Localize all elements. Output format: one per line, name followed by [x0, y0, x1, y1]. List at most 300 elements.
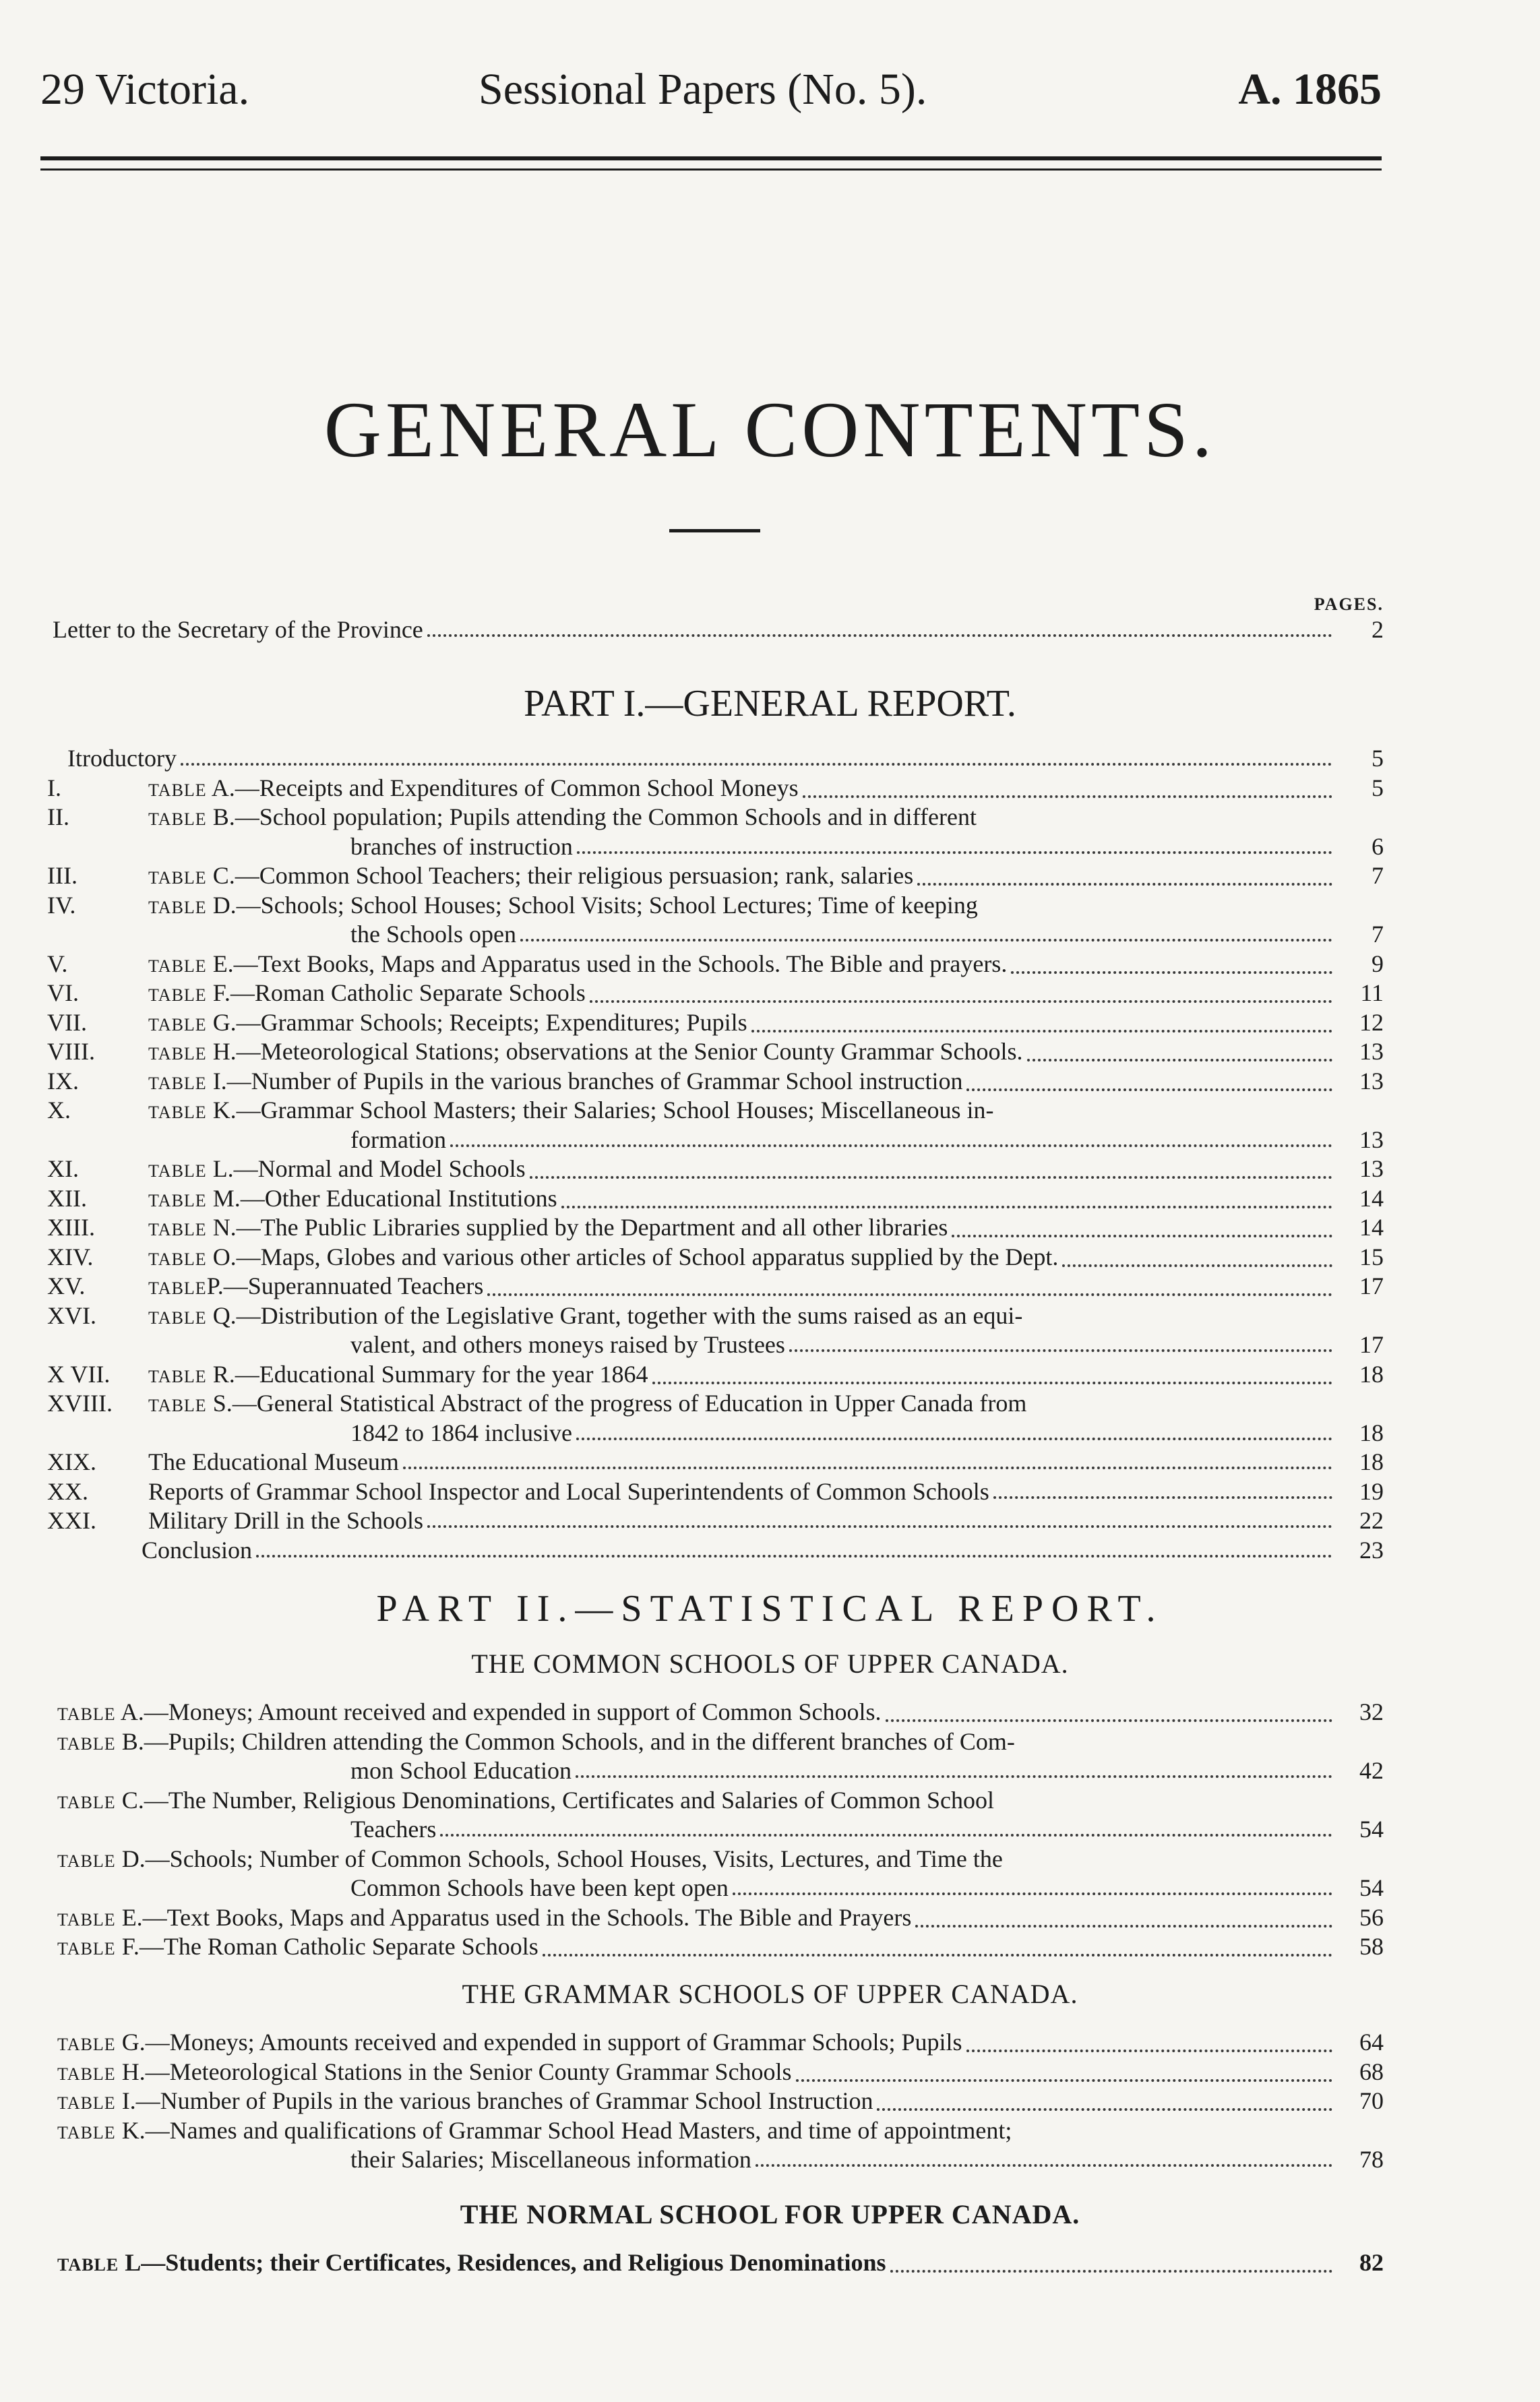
entry-text-wrap [148, 862, 1336, 892]
entry-text-wrap [350, 1331, 1336, 1358]
page-number: 13 [1359, 1155, 1384, 1182]
table-prefix: TABLE [148, 1103, 207, 1122]
page-number: 32 [1359, 1698, 1384, 1725]
entry-title: Military Drill in the Schools [148, 1507, 423, 1534]
toc-entry-part1 [0, 1507, 1540, 1534]
entry-text-wrap [350, 1126, 1336, 1153]
toc-entry-part1 [0, 1302, 1540, 1329]
table-prefix: TABLE [148, 898, 207, 917]
entry-numeral: XIV. [47, 1243, 94, 1270]
toc-entry-part2 [0, 2117, 1540, 2144]
entry-text-wrap [57, 1698, 1336, 1728]
dot-leader [440, 1834, 1332, 1837]
entry-text [148, 1390, 1026, 1419]
entry-text [148, 979, 586, 1009]
table-prefix: TABLE [148, 780, 207, 800]
entry-title: D.—Schools; Number of Common Schools, School Houses, Visits, Lectures, and Time the [115, 1845, 1003, 1872]
toc-entry-part2 [0, 1845, 1540, 1872]
entry-title: D.—Schools; School Houses; School Visits; School Lectures; Time of keeping [206, 892, 978, 919]
page-number: 13 [1359, 1068, 1384, 1095]
entry-title: 1842 to 1864 inclusive [350, 1419, 572, 1446]
entry-text [350, 833, 573, 860]
table-prefix: TABLE [148, 1074, 207, 1093]
table-prefix: TABLE [57, 1793, 116, 1812]
entry-title: B.—School population; Pupils attending the Common Schools and in different [206, 803, 977, 830]
entry-text [148, 1009, 747, 1039]
entry-title: G.—Moneys; Amounts received and expended in support of Grammar Schools; Pupils [115, 2029, 962, 2056]
entry-title: N.—The Public Libraries supplied by the Department and all other libraries [206, 1214, 948, 1241]
dot-leader [403, 1467, 1332, 1469]
entry-text [148, 1155, 526, 1185]
entry-title: H.—Meteorological Stations in the Senior County Grammar Schools [115, 2058, 792, 2085]
page-number: 56 [1359, 1904, 1384, 1931]
entry-numeral: X VII. [47, 1361, 111, 1388]
entry-title: formation [350, 1126, 446, 1153]
entry-title: mon School Education [350, 1757, 572, 1784]
dot-leader [751, 1030, 1332, 1033]
entry-numeral: X. [47, 1097, 71, 1123]
toc-entry-part2 [0, 1787, 1540, 1814]
entry-title: F.—Roman Catholic Separate Schools [206, 979, 586, 1006]
page-number: 18 [1359, 1361, 1384, 1388]
dot-leader [1062, 1264, 1332, 1267]
entry-text [57, 2029, 962, 2058]
header-session: 29 Victoria. [40, 65, 250, 114]
page-number: 5 [1372, 745, 1384, 772]
entry-text [57, 1787, 994, 1816]
dot-leader [993, 1496, 1332, 1499]
entry-text [142, 1537, 252, 1564]
entry-text [148, 774, 799, 804]
toc-entry-part1 [0, 1448, 1540, 1475]
entry-text [350, 1419, 572, 1446]
page-number: 6 [1372, 833, 1384, 860]
entry-title: the Schools open [350, 921, 516, 948]
toc-entry-part1 [0, 892, 1540, 919]
entry-text [350, 921, 516, 948]
subsection-heading: THE GRAMMAR SCHOOLS OF UPPER CANADA. [462, 1979, 1078, 2009]
entry-text-wrap [148, 1302, 1336, 1332]
entry-numeral: VII. [47, 1009, 87, 1036]
table-prefix: TABLE [148, 1161, 207, 1181]
page-number: 14 [1359, 1185, 1384, 1212]
entry-text-wrap [57, 2058, 1336, 2088]
entry-text [148, 1068, 962, 1097]
dot-leader [520, 939, 1332, 942]
entry-text-wrap [57, 1728, 1336, 1758]
entry-title: Teachers [350, 1816, 437, 1843]
header-rule-thin [40, 168, 1382, 171]
page-number: 19 [1359, 1478, 1384, 1505]
entry-text [350, 1874, 729, 1901]
table-prefix: TABLE [57, 2064, 116, 2084]
entry-title: C.—The Number, Religious Denominations, Certificates and Salaries of Common School [115, 1787, 995, 1814]
toc-entry-part1 [0, 803, 1540, 830]
toc-entry-part1 [0, 979, 1540, 1006]
table-prefix: TABLE [57, 1939, 116, 1959]
toc-entry-part1 [0, 862, 1540, 889]
toc-entry-part2 [0, 1874, 1540, 1901]
dot-leader [917, 883, 1332, 886]
page-number: 7 [1372, 921, 1384, 948]
entry-text [57, 1933, 538, 1963]
subsection-heading: THE COMMON SCHOOLS OF UPPER CANADA. [471, 1649, 1069, 1679]
entry-numeral: I. [47, 774, 61, 801]
running-head [40, 64, 1382, 125]
entry-title: branches of instruction [350, 833, 573, 860]
entry-title: C.—Common School Teachers; their religious persuasion; rank, salaries [206, 862, 914, 889]
entry-text-wrap [57, 2117, 1336, 2147]
entry-title: O.—Maps, Globes and various other articles of School apparatus supplied by the Dept. [206, 1243, 1059, 1270]
toc-entry-part1 [0, 1038, 1540, 1065]
dot-leader [756, 2164, 1332, 2167]
toc-entry-part1 [0, 1390, 1540, 1417]
page-number: 5 [1372, 774, 1384, 801]
toc-entry-part1 [0, 1214, 1540, 1241]
toc-entry-part1 [0, 1126, 1540, 1153]
entry-text [148, 1507, 423, 1534]
entry-text-wrap [148, 892, 1336, 921]
entry-text [57, 2087, 873, 2117]
entry-text-wrap [57, 1904, 1336, 1934]
toc-entry-part1 [0, 1068, 1540, 1095]
entry-numeral: XVIII. [47, 1390, 113, 1417]
table-prefix: TABLE [57, 1734, 116, 1754]
entry-text-wrap [148, 1361, 1336, 1390]
entry-numeral: XIX. [47, 1448, 96, 1475]
entry-text-wrap [57, 1845, 1336, 1875]
toc-entry-part1 [0, 950, 1540, 977]
entry-title: L—Students; their Certificates, Residences, and Religious Denominations [119, 2249, 886, 2276]
dot-leader [652, 1382, 1332, 1384]
toc-entry-part1 [0, 1478, 1540, 1505]
page-number: 12 [1359, 1009, 1384, 1036]
page-number: 54 [1359, 1816, 1384, 1843]
entry-text [57, 1904, 911, 1934]
dot-leader [796, 2079, 1332, 2082]
entry-text-wrap [148, 1214, 1336, 1243]
entry-text-wrap [57, 1787, 1336, 1816]
table-prefix: TABLE [148, 1367, 207, 1386]
dot-leader [530, 1176, 1332, 1179]
entry-title: M.—Other Educational Institutions [206, 1185, 557, 1212]
entry-text-wrap [350, 1757, 1336, 1784]
entry-numeral: III. [47, 862, 78, 889]
table-prefix: TABLE [148, 956, 207, 976]
entry-text-wrap [148, 803, 1336, 833]
dot-leader [561, 1206, 1332, 1208]
table-prefix: TABLE [148, 1250, 207, 1269]
toc-entry-part1 [0, 774, 1540, 801]
dot-leader [789, 1349, 1332, 1352]
page-number: 68 [1359, 2058, 1384, 2085]
part-2-heading: PART II.—STATISTICAL REPORT. [376, 1588, 1164, 1630]
entry-numeral: V. [47, 950, 68, 977]
table-prefix: TABLE [148, 1044, 207, 1064]
entry-title: A.—Moneys; Amount received and expended in support of Common Schools. [115, 1698, 882, 1725]
entry-title: valent, and others moneys raised by Trustees [350, 1331, 785, 1358]
entry-title: P.—Superannuated Teachers [206, 1272, 484, 1299]
toc-entry-part1 [0, 745, 1540, 772]
page-title: GENERAL CONTENTS. [324, 386, 1216, 474]
page-number: 70 [1359, 2087, 1384, 2114]
entry-title: Itroductory [67, 745, 177, 772]
toc-entry-part1 [0, 1185, 1540, 1212]
table-prefix: TABLE [57, 1704, 116, 1724]
table-prefix: TABLE [57, 1910, 116, 1930]
entry-numeral: XX. [47, 1478, 88, 1505]
dot-leader [966, 1088, 1332, 1091]
entry-title: I.—Number of Pupils in the various branches of Grammar School instruction [206, 1068, 963, 1095]
entry-text-wrap [350, 921, 1336, 948]
page-number: 17 [1359, 1331, 1384, 1358]
toc-entry-part1 [0, 1097, 1540, 1123]
table-prefix: TABLE [57, 2035, 116, 2054]
header-rule-thick [40, 156, 1382, 160]
toc-entry-part2 [0, 1816, 1540, 1843]
dot-leader [181, 763, 1332, 766]
entry-text [53, 616, 423, 643]
entry-text [148, 1038, 1023, 1068]
entry-text [148, 1361, 648, 1390]
pages-column-label: PAGES. [1314, 594, 1384, 614]
entry-numeral: XV. [47, 1272, 86, 1299]
page-number: 18 [1359, 1419, 1384, 1446]
entry-text [148, 1185, 557, 1214]
entry-text [350, 1757, 572, 1784]
entry-text [148, 1243, 1058, 1273]
table-prefix: TABLE [148, 1220, 207, 1239]
dot-leader [450, 1144, 1332, 1147]
dot-leader [1011, 971, 1332, 974]
page-number: 17 [1359, 1272, 1384, 1299]
entry-title: Q.—Distribution of the Legislative Grant, together with the sums raised as an equi- [206, 1302, 1023, 1329]
entry-text-wrap [57, 2249, 1336, 2279]
entry-title: B.—Pupils; Children attending the Common Schools, and in the different branches of Com- [115, 1728, 1015, 1755]
dot-leader [590, 1000, 1332, 1003]
entry-text-wrap [148, 979, 1336, 1009]
page-number: 11 [1360, 979, 1384, 1006]
dot-leader [427, 634, 1332, 637]
entry-title: G.—Grammar Schools; Receipts; Expenditures; Pupils [206, 1009, 747, 1036]
table-prefix: TABLE [148, 868, 207, 888]
dot-leader [1027, 1059, 1332, 1061]
entry-text-wrap [148, 1038, 1336, 1068]
entry-title: their Salaries; Miscellaneous information [350, 2146, 751, 2173]
entry-text [57, 2249, 886, 2279]
toc-entry-part1 [0, 1243, 1540, 1270]
dot-leader [733, 1892, 1332, 1895]
table-prefix: TABLE [148, 1279, 207, 1298]
toc-entry-part2 [0, 1933, 1540, 1960]
dot-leader [886, 1719, 1332, 1722]
entry-text-wrap [67, 745, 1336, 772]
entry-title: E.—Text Books, Maps and Apparatus used in the Schools. The Bible and prayers. [206, 950, 1008, 977]
toc-entry-part2 [0, 2058, 1540, 2085]
entry-text [57, 2117, 1012, 2147]
entry-title: S.—General Statistical Abstract of the progress of Education in Upper Canada from [206, 1390, 1027, 1417]
entry-title: Common Schools have been kept open [350, 1874, 729, 1901]
page-number: 42 [1359, 1757, 1384, 1784]
page-number: 64 [1359, 2029, 1384, 2056]
entry-numeral: IX. [47, 1068, 79, 1095]
entry-text [148, 1272, 483, 1302]
entry-text [148, 803, 977, 833]
entry-text-wrap [148, 1507, 1336, 1534]
entry-text-wrap [57, 1933, 1336, 1963]
entry-numeral: XI. [47, 1155, 79, 1182]
title-divider [669, 529, 760, 532]
entry-text-wrap [350, 1419, 1336, 1446]
entry-text [148, 1448, 399, 1475]
entry-text [148, 1097, 993, 1126]
entry-text-wrap [350, 833, 1336, 860]
entry-text [57, 2058, 792, 2088]
entry-text [67, 745, 177, 772]
entry-title: K.—Grammar School Masters; their Salaries; School Houses; Miscellaneous in- [206, 1097, 994, 1123]
entry-text [350, 1126, 446, 1153]
dot-leader [966, 2050, 1332, 2052]
entry-title: Letter to the Secretary of the Province [53, 616, 423, 643]
toc-entry-part1 [0, 1361, 1540, 1388]
table-prefix: TABLE [148, 809, 207, 829]
toc-entry-part2 [0, 1698, 1540, 1725]
page-number: 78 [1359, 2146, 1384, 2173]
table-prefix: TABLE [148, 1015, 207, 1035]
page-number: 7 [1372, 862, 1384, 889]
entry-text-wrap [57, 2029, 1336, 2058]
entry-text-wrap [148, 1097, 1336, 1126]
entry-text [350, 1331, 785, 1358]
entry-numeral: VIII. [47, 1038, 95, 1065]
page-number: 14 [1359, 1214, 1384, 1241]
entry-text-wrap [57, 2087, 1336, 2117]
page-number: 18 [1359, 1448, 1384, 1475]
page-number: 22 [1359, 1507, 1384, 1534]
toc-entry-part2 [0, 1904, 1540, 1931]
entry-numeral: XVI. [47, 1302, 96, 1329]
dot-leader [577, 851, 1332, 854]
toc-entry-part1 [0, 1155, 1540, 1182]
dot-leader [487, 1293, 1332, 1296]
entry-text [148, 1214, 948, 1243]
entry-text-wrap [142, 1537, 1336, 1564]
entry-numeral: XXI. [47, 1507, 96, 1534]
entry-text-wrap [148, 1272, 1336, 1302]
dot-leader [877, 2108, 1332, 2111]
dot-leader [915, 1925, 1332, 1928]
table-prefix: TABLE [148, 1191, 207, 1210]
entry-numeral: XIII. [47, 1214, 95, 1241]
toc-entry-part2 [0, 1728, 1540, 1755]
entry-title: Reports of Grammar School Inspector and Local Superintendents of Common Schools [148, 1478, 989, 1505]
page-number: 9 [1372, 950, 1384, 977]
table-prefix: TABLE [57, 2255, 119, 2275]
entry-text [350, 2146, 751, 2173]
entry-text-wrap [350, 2146, 1336, 2173]
table-prefix: TABLE [148, 1308, 207, 1328]
toc-entry-part1 [0, 1419, 1540, 1446]
entry-title: Conclusion [142, 1537, 253, 1564]
entry-text-wrap [148, 1448, 1336, 1475]
entry-text-wrap [148, 1009, 1336, 1039]
entry-text [57, 1845, 1003, 1875]
table-prefix: TABLE [57, 1851, 116, 1871]
toc-entry-part2 [0, 2146, 1540, 2173]
toc-entry-part2 [0, 2029, 1540, 2056]
entry-numeral: IV. [47, 892, 76, 919]
table-prefix: TABLE [148, 1396, 207, 1415]
toc-entry-part1 [0, 1331, 1540, 1358]
entry-text-wrap [148, 1185, 1336, 1214]
toc-entry-part2 [0, 1757, 1540, 1784]
entry-text-wrap [148, 774, 1336, 804]
table-prefix: TABLE [57, 2093, 116, 2113]
entry-title: R.—Educational Summary for the year 1864 [206, 1361, 648, 1388]
toc-entry-part1 [0, 833, 1540, 860]
header-sessional-papers: Sessional Papers (No. 5). [479, 65, 927, 114]
page-number: 13 [1359, 1126, 1384, 1153]
entry-numeral: II. [47, 803, 69, 830]
entry-text [148, 862, 913, 892]
entry-text-wrap [148, 1478, 1336, 1505]
entry-text-wrap [148, 1243, 1336, 1273]
entry-text-wrap [148, 1155, 1336, 1185]
entry-text-wrap [350, 1874, 1336, 1901]
part-1-heading: PART I.—GENERAL REPORT. [524, 683, 1016, 725]
entry-text [148, 1478, 989, 1505]
entry-title: The Educational Museum [148, 1448, 399, 1475]
entry-title: E.—Text Books, Maps and Apparatus used in the Schools. The Bible and Prayers [115, 1904, 912, 1931]
entry-title: A.—Receipts and Expenditures of Common School Moneys [206, 774, 799, 801]
entry-numeral: VI. [47, 979, 79, 1006]
toc-entry-part2 [0, 2087, 1540, 2114]
entry-title: F.—The Roman Catholic Separate Schools [115, 1933, 538, 1960]
table-prefix: TABLE [57, 2123, 116, 2143]
entry-text-wrap [350, 1816, 1336, 1843]
entry-text [57, 1698, 882, 1728]
page-number: 13 [1359, 1038, 1384, 1065]
page-number: 23 [1359, 1537, 1384, 1564]
entry-title: L.—Normal and Model Schools [206, 1155, 526, 1182]
entry-text-wrap [53, 616, 1336, 643]
page-number: 82 [1359, 2249, 1384, 2276]
dot-leader [890, 2270, 1332, 2273]
toc-entry-part1 [0, 921, 1540, 948]
dot-leader [952, 1235, 1332, 1237]
entry-text-wrap [148, 1068, 1336, 1097]
dot-leader [427, 1525, 1332, 1528]
dot-leader [803, 795, 1332, 798]
toc-entry-part1 [0, 1537, 1540, 1564]
page-number: 54 [1359, 1874, 1384, 1901]
page-number: 15 [1359, 1243, 1384, 1270]
dot-leader [543, 1954, 1332, 1957]
entry-title: K.—Names and qualifications of Grammar School Head Masters, and time of appointment; [115, 2117, 1012, 2144]
entry-text [350, 1816, 436, 1843]
subsection-heading: THE NORMAL SCHOOL FOR UPPER CANADA. [460, 2199, 1080, 2229]
entry-text [148, 892, 978, 921]
toc-entry-part1 [0, 1009, 1540, 1036]
entry-text [148, 1302, 1022, 1332]
entry-text [148, 950, 1007, 980]
toc-entry-part1 [0, 1272, 1540, 1299]
entry-text-wrap [148, 950, 1336, 980]
toc-entry-part2 [0, 2249, 1540, 2276]
toc-entry-letter [0, 616, 1540, 643]
entry-text-wrap [148, 1390, 1336, 1419]
header-year: A. 1865 [1238, 65, 1382, 114]
